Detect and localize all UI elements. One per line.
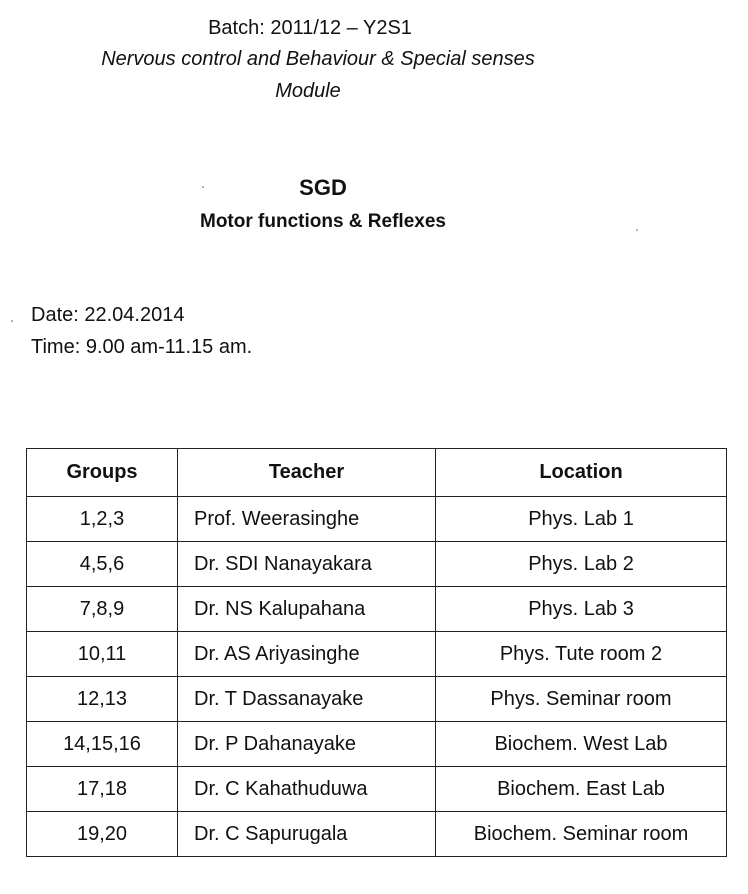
groups-cell: 1,2,3 xyxy=(27,497,178,542)
location-cell: Phys. Lab 1 xyxy=(436,497,727,542)
teacher-cell: Dr. C Kahathuduwa xyxy=(178,767,436,812)
table-row xyxy=(27,632,727,677)
session-time: Time: 9.00 am-11.15 am. xyxy=(31,336,253,358)
scan-speck xyxy=(11,320,13,322)
location-cell: Phys. Tute room 2 xyxy=(436,632,727,677)
table-row xyxy=(27,767,727,812)
teacher-cell: Dr. P Dahanayake xyxy=(178,722,436,767)
location-cell: Biochem. West Lab xyxy=(436,722,727,767)
groups-cell: 12,13 xyxy=(27,677,178,722)
groups-cell: 14,15,16 xyxy=(27,722,178,767)
table-row xyxy=(27,497,727,542)
location-cell: Phys. Lab 2 xyxy=(436,542,727,587)
group-allocation-table xyxy=(26,448,727,857)
table-row xyxy=(27,677,727,722)
scan-speck xyxy=(636,229,638,231)
teacher-cell: Prof. Weerasinghe xyxy=(178,497,436,542)
batch-heading: Batch: 2011/12 – Y2S1 xyxy=(208,17,412,39)
column-header-location: Location xyxy=(436,449,727,497)
groups-cell: 10,11 xyxy=(27,632,178,677)
session-topic: Motor functions & Reflexes xyxy=(200,211,446,232)
column-header-teacher: Teacher xyxy=(178,449,436,497)
table-row xyxy=(27,722,727,767)
location-cell: Biochem. Seminar room xyxy=(436,812,727,857)
teacher-cell: Dr. T Dassanayake xyxy=(178,677,436,722)
location-cell: Phys. Lab 3 xyxy=(436,587,727,632)
session-date: Date: 22.04.2014 xyxy=(31,304,185,326)
scan-speck xyxy=(202,186,204,188)
table-header-row xyxy=(27,449,727,497)
location-cell: Biochem. East Lab xyxy=(436,767,727,812)
column-header-groups: Groups xyxy=(27,449,178,497)
teacher-cell: Dr. C Sapurugala xyxy=(178,812,436,857)
module-title-line2: Module xyxy=(275,80,341,102)
location-cell: Phys. Seminar room xyxy=(436,677,727,722)
teacher-cell: Dr. SDI Nanayakara xyxy=(178,542,436,587)
module-title-line1: Nervous control and Behaviour & Special senses xyxy=(101,48,535,70)
groups-cell: 17,18 xyxy=(27,767,178,812)
teacher-cell: Dr. AS Ariyasinghe xyxy=(178,632,436,677)
session-type-heading: SGD xyxy=(299,175,347,200)
table-row xyxy=(27,542,727,587)
groups-cell: 7,8,9 xyxy=(27,587,178,632)
groups-cell: 19,20 xyxy=(27,812,178,857)
table-row xyxy=(27,587,727,632)
table-row xyxy=(27,812,727,857)
teacher-cell: Dr. NS Kalupahana xyxy=(178,587,436,632)
groups-cell: 4,5,6 xyxy=(27,542,178,587)
